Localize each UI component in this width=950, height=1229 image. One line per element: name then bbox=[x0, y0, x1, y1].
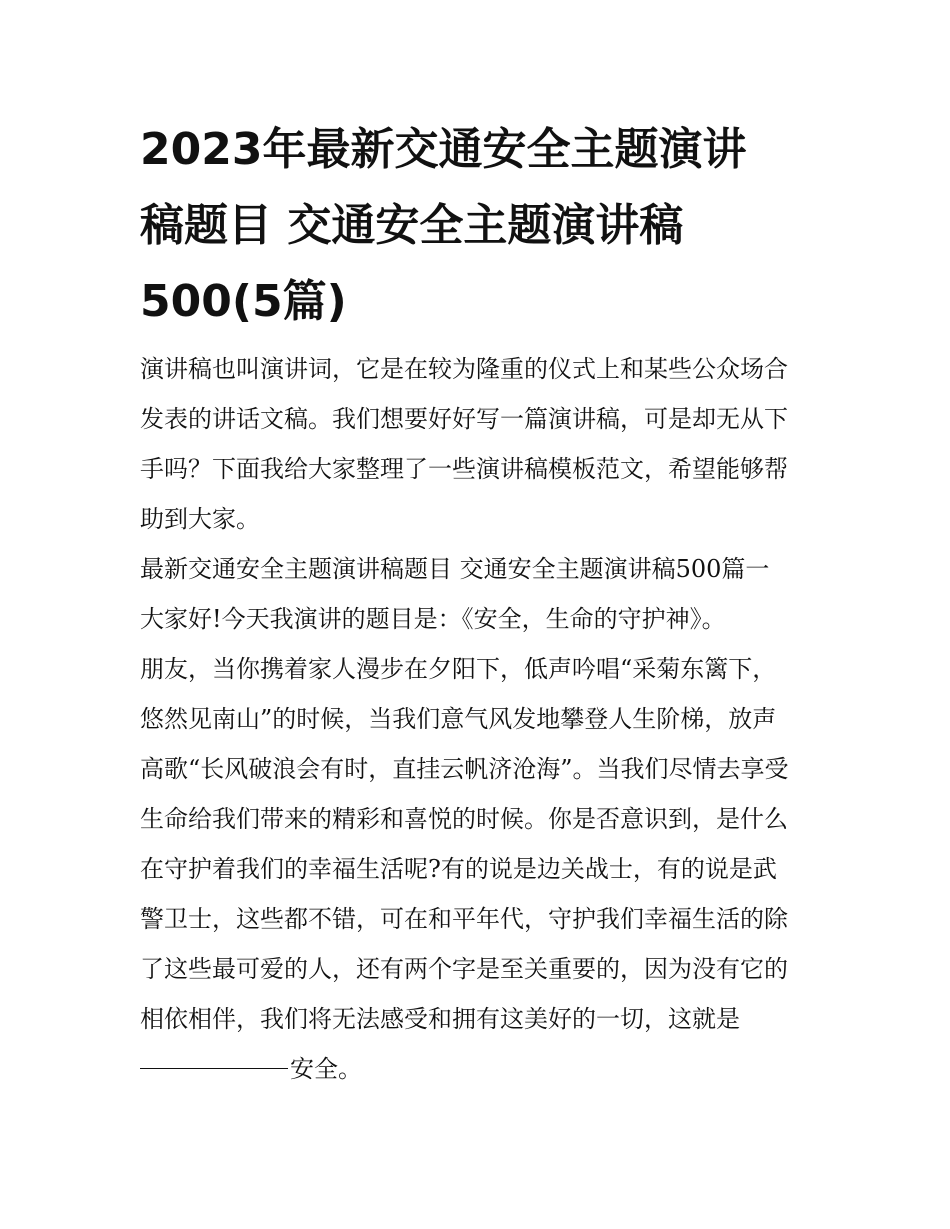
document-title bbox=[140, 112, 820, 340]
dash-rule bbox=[140, 1068, 288, 1069]
document-body bbox=[140, 344, 820, 1094]
title-line: 稿题目 交通安全主题演讲稿 bbox=[140, 200, 684, 251]
paragraph-line: 悠然见南山”的时候，当我们意气风发地攀登人生阶梯，放声 bbox=[140, 705, 777, 733]
closing-line bbox=[140, 1044, 820, 1094]
section-heading: 最新交通安全主题演讲稿题目 交通安全主题演讲稿500篇一 bbox=[140, 555, 770, 583]
intro-line: 发表的讲话文稿。我们想要好好写一篇演讲稿，可是却无从下 bbox=[140, 405, 788, 433]
paragraph-line: 生命给我们带来的精彩和喜悦的时候。你是否意识到，是什么 bbox=[140, 805, 788, 833]
intro-line: 助到大家。 bbox=[140, 505, 260, 533]
paragraph-line: 相依相伴，我们将无法感受和拥有这美好的一切，这就是 bbox=[140, 1005, 740, 1033]
greeting-line: 大家好!今天我演讲的题目是：《安全，生命的守护神》。 bbox=[140, 605, 726, 633]
paragraph-line: 高歌“长风破浪会有时，直挂云帆济沧海”。当我们尽情去享受 bbox=[140, 755, 789, 783]
paragraph-line: 警卫士，这些都不错，可在和平年代，守护我们幸福生活的除 bbox=[140, 905, 788, 933]
title-line: 2023年最新交通安全主题演讲 bbox=[140, 124, 747, 175]
title-line: 500(5篇) bbox=[140, 276, 347, 327]
paragraph-line: 朋友，当你携着家人漫步在夕阳下，低声吟唱“采菊东篱下， bbox=[140, 655, 777, 683]
intro-line: 手吗？下面我给大家整理了一些演讲稿模板范文，希望能够帮 bbox=[140, 455, 788, 483]
document-page bbox=[140, 112, 820, 1094]
paragraph-line: 了这些最可爱的人，还有两个字是至关重要的，因为没有它的 bbox=[140, 955, 788, 983]
closing-text: 安全。 bbox=[290, 1055, 362, 1083]
intro-line: 演讲稿也叫演讲词，它是在较为隆重的仪式上和某些公众场合 bbox=[140, 355, 788, 383]
paragraph-line: 在守护着我们的幸福生活呢?有的说是边关战士，有的说是武 bbox=[140, 855, 777, 883]
